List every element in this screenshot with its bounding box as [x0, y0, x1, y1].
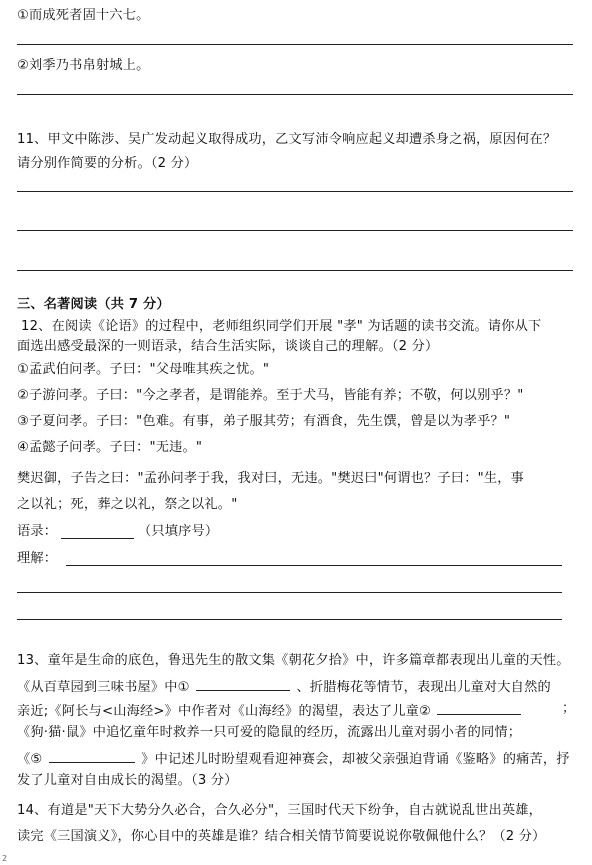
q13-line-3-part-b: ；	[562, 701, 576, 716]
q12-option-1: ①孟武伯问孝。子曰："父母唯其疾之忧。"	[17, 362, 270, 377]
answer-line[interactable]	[17, 230, 573, 231]
q13-line-3-part-a: 亲近;《阿长与<山海经>》中作者对《山海经》的渴望，表达了儿童②	[17, 704, 432, 719]
q14-line-2: 读完《三国演义》，你心目中的英雄是谁？结合相关情节简要说说你敬佩他什么？（2 分）	[17, 829, 546, 844]
q12-option-5-line-1: 樊迟御，子告之曰："孟孙问孝于我，我对曰，无违。"樊迟曰"何谓也？子曰："生，事	[17, 471, 525, 486]
page-number: 2	[2, 854, 8, 863]
q11-line-1: 11、甲文中陈涉、吴广发动起义取得成功，乙文写沛令响应起义却遭杀身之祸，原因何在？	[17, 132, 557, 147]
answer-line[interactable]	[17, 619, 562, 620]
fill-blank-3[interactable]	[49, 749, 135, 763]
answer-line[interactable]	[66, 565, 562, 566]
q12-option-5-line-2: 之以礼；死，葬之以礼，祭之以礼。"	[17, 497, 238, 512]
q13-line-5	[17, 749, 570, 768]
answer-line[interactable]	[17, 592, 562, 593]
section-heading: 三、名著阅读（共 7 分）	[17, 297, 170, 312]
answer-line[interactable]	[17, 44, 573, 45]
q10-item-1: ①而成死者固十六七。	[17, 8, 150, 23]
q13-line-1: 13、童年是生命的底色，鲁迅先生的散文集《朝花夕拾》中，许多篇章都表现出儿童的天性。	[17, 653, 570, 668]
fill-blank-2[interactable]	[437, 701, 521, 715]
q13-line-2-part-a: 《从百草园到三味书屋》中①	[17, 680, 190, 695]
answer-line[interactable]	[17, 94, 573, 95]
quote-answer-blank[interactable]	[61, 538, 134, 539]
quote-label: 语录：	[17, 524, 58, 539]
q10-item-2: ②刘季乃书帛射城上。	[17, 58, 150, 73]
q12-line-1: 12、在阅读《论语》的过程中，老师组织同学们开展 "孝" 为话题的读书交流。请你从下	[21, 319, 542, 334]
q12-option-2: ②子游问孝。子曰："今之孝者，是谓能养。至于犬马，皆能有养；不敬，何以别乎？"	[17, 388, 524, 403]
q13-line-5-part-a: 《⑤	[17, 752, 43, 767]
quote-hint: （只填序号）	[138, 524, 219, 539]
fill-blank-1[interactable]	[196, 677, 290, 691]
answer-line[interactable]	[17, 191, 573, 192]
q12-option-4: ④孟懿子问孝。子曰："无违。"	[17, 440, 203, 455]
q14-line-1: 14、有道是"天下大势分久必合，合久必分"，三国时代天下纷争，自古就说乱世出英雄，	[17, 803, 543, 818]
q12-option-3: ③子夏问孝。子曰："色难。有事，弟子服其劳；有酒食，先生馔，曾是以为孝乎？"	[17, 414, 511, 429]
q13-line-2-part-b: 、折腊梅花等情节，表现出儿童对大自然的	[296, 680, 551, 695]
q11-line-2: 请分别作简要的分析。（2 分）	[17, 156, 198, 171]
q13-line-6: 发了儿童对自由成长的渴望。（3 分）	[17, 773, 238, 788]
understanding-label: 理解：	[17, 551, 58, 566]
q13-line-4: 《狗·猫·鼠》中追忆童年时救养一只可爱的隐鼠的经历，流露出儿童对弱小者的同情；	[17, 725, 522, 740]
q13-line-3	[17, 701, 523, 720]
answer-line[interactable]	[17, 270, 573, 271]
q12-line-2: 面选出感受最深的一则语录，结合生活实际，谈谈自己的理解。（2 分）	[17, 339, 439, 354]
q13-line-5-part-b: 》中记述儿时盼望观看迎神赛会，却被父亲强迫背诵《鉴略》的痛苦，抒	[141, 752, 570, 767]
q13-line-2	[17, 677, 551, 696]
